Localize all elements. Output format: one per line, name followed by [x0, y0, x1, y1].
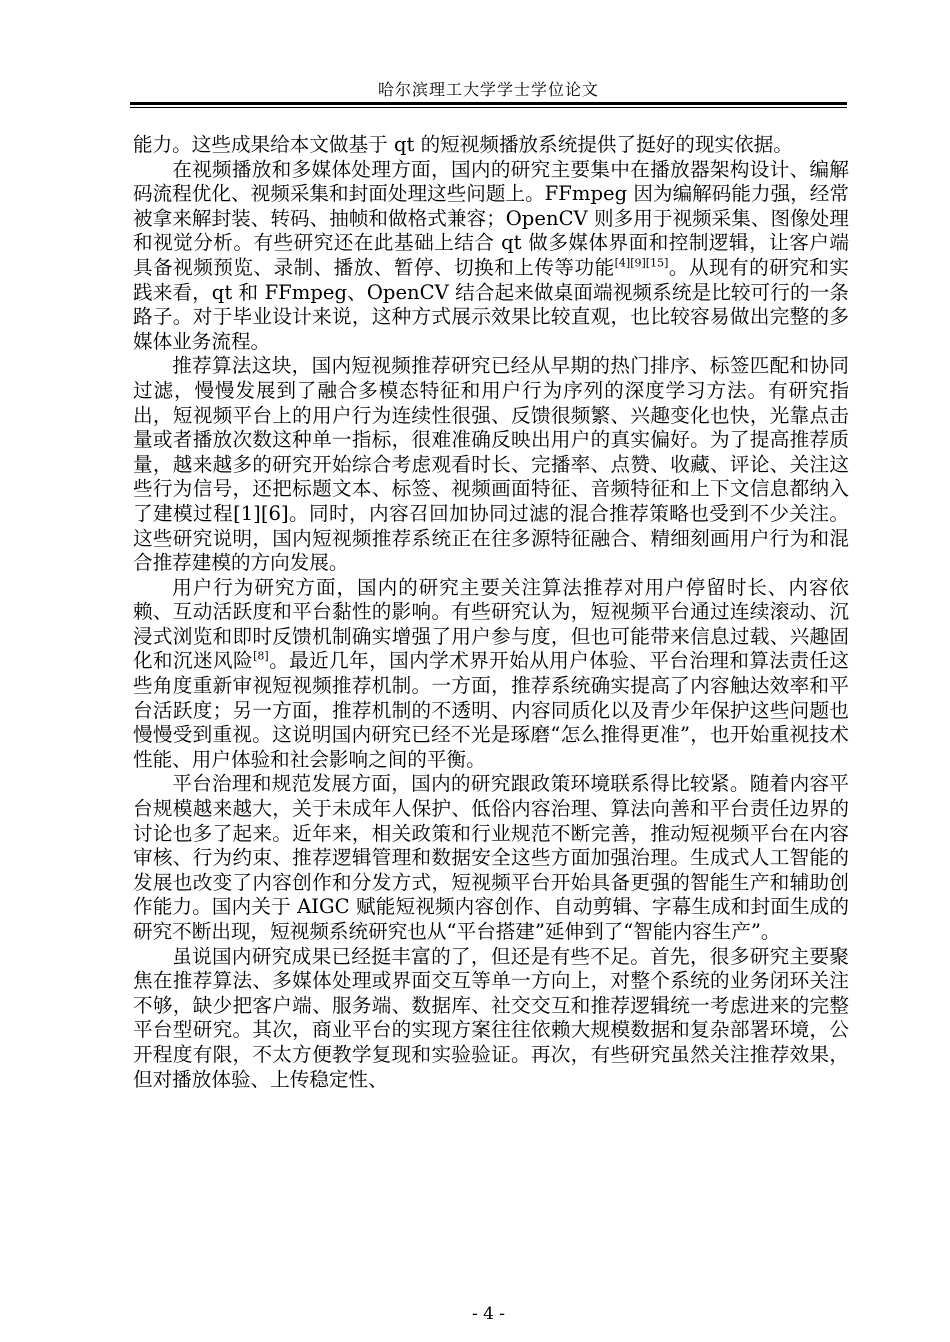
- paragraph-recommendation: 推荐算法这块，国内短视频推荐研究已经从早期的热门排序、标签匹配和协同过滤，慢慢发展到了融合多模态特征和用户行为序列的深度学习方法。有研究指出，短视频平台上的用户行为连续性很强、反馈很频繁、兴趣变化也快，光靠点击量或者播放次数这种单一指标，很难准确反映出用户的真实偏好。为了提高推荐质量，越来越多的研究开始综合考虑观看时长、完播率、点赞、收藏、评论、关注这些行为信号，还把标题文本、标签、视频画面特征、音频特征和上下文信息都纳入了建模过程[1][6]。同时，内容召回加协同过滤的混合推荐策略也受到不少关注。这些研究说明，国内短视频推荐系统正在往多源特征融合、精细刻画用户行为和混合推荐建模的方向发展。: [133, 354, 849, 575]
- paragraph-continuation: 能力。这些成果给本文做基于 qt 的短视频播放系统提供了挺好的现实依据。: [133, 133, 793, 156]
- page-number: - 4 -: [471, 1304, 506, 1324]
- paragraph-text: 在视频播放和多媒体处理方面，国内的研究主要集中在播放器架构设计、编解码流程优化、视频采集和封面处理这些问题上。FFmpeg 因为编解码能力强，经常被拿来解封装、转码、抽帧和做格式兼容；OpenCV 则多用于视频采集、图像处理和视觉分析。有些研究还在此基础上结合 qt 做多媒体界面和控制逻辑，让客户端具备视频预览、录制、播放、暂停、切换和上传等功能: [133, 157, 849, 279]
- paragraph-text: 用户行为研究方面，国内的研究主要关注算法推荐对用户停留时长、内容依赖、互动活跃度和平台黏性的影响。有些研究认为，短视频平台通过连续滚动、沉浸式浏览和即时反馈机制确实增强了用户参与度，但也可能带来信息过载、兴趣固化和沉迷风险: [133, 575, 849, 673]
- paragraph-text: 。最近几年，国内学术界开始从用户体验、平台治理和算法责任这些角度重新审视短视频推荐机制。一方面，推荐系统确实提高了内容触达效率和平台活跃度；另一方面，推荐机制的不透明、内容同质化以及青少年保护这些问题也慢慢受到重视。这说明国内研究已经不光是琢磨“怎么推得更准”，也开始重视技术性能、用户体验和社会影响之间的平衡。: [133, 649, 850, 771]
- body-text: [133, 133, 849, 1092]
- paragraph-user-behavior: [133, 576, 849, 773]
- citation: [4][9][15]: [614, 256, 669, 270]
- paragraph-shortcomings: 虽说国内研究成果已经挺丰富的了，但还是有些不足。首先，很多研究主要聚焦在推荐算法、多媒体处理或界面交互等单一方向上，对整个系统的业务闭环关注不够，缺少把客户端、服务端、数据库、社交交互和推荐逻辑统一考虑进来的完整平台型研究。其次，商业平台的实现方案往往依赖大规模数据和复杂部署环境，公开程度有限，不太方便教学复现和实验验证。再次，有些研究虽然关注推荐效果，但对播放体验、上传稳定性、: [133, 944, 849, 1091]
- paragraph-media-processing: [133, 158, 849, 355]
- running-header: 哈尔滨理工大学学士学位论文: [377, 80, 599, 99]
- header-rule-thick: [130, 102, 847, 105]
- paragraph-governance: 平台治理和规范发展方面，国内的研究跟政策环境联系得比较紧。随着内容平台规模越来越大，关于未成年人保护、低俗内容治理、算法向善和平台责任边界的讨论也多了起来。近年来，相关政策和行业规范不断完善，推动短视频平台在内容审核、行为约束、推荐逻辑管理和数据安全这些方面加强治理。生成式人工智能的发展也改变了内容创作和分发方式，短视频平台开始具备更强的智能生产和辅助创作能力。国内关于 AIGC 赋能短视频内容创作、自动剪辑、字幕生成和封面生成的研究不断出现，短视频系统研究也从“平台搭建”延伸到了“智能内容生产”。: [133, 772, 849, 943]
- citation: [8]: [253, 649, 269, 663]
- paragraph-text: 。从现有的研究和实践来看，qt 和 FFmpeg、OpenCV 结合起来做桌面端视频系统是比较可行的一条路子。对于毕业设计来说，这种方式展示效果比较直观，也比较容易做出完整的多媒体业务流程。: [133, 255, 850, 353]
- header-rule-thin: [130, 107, 847, 108]
